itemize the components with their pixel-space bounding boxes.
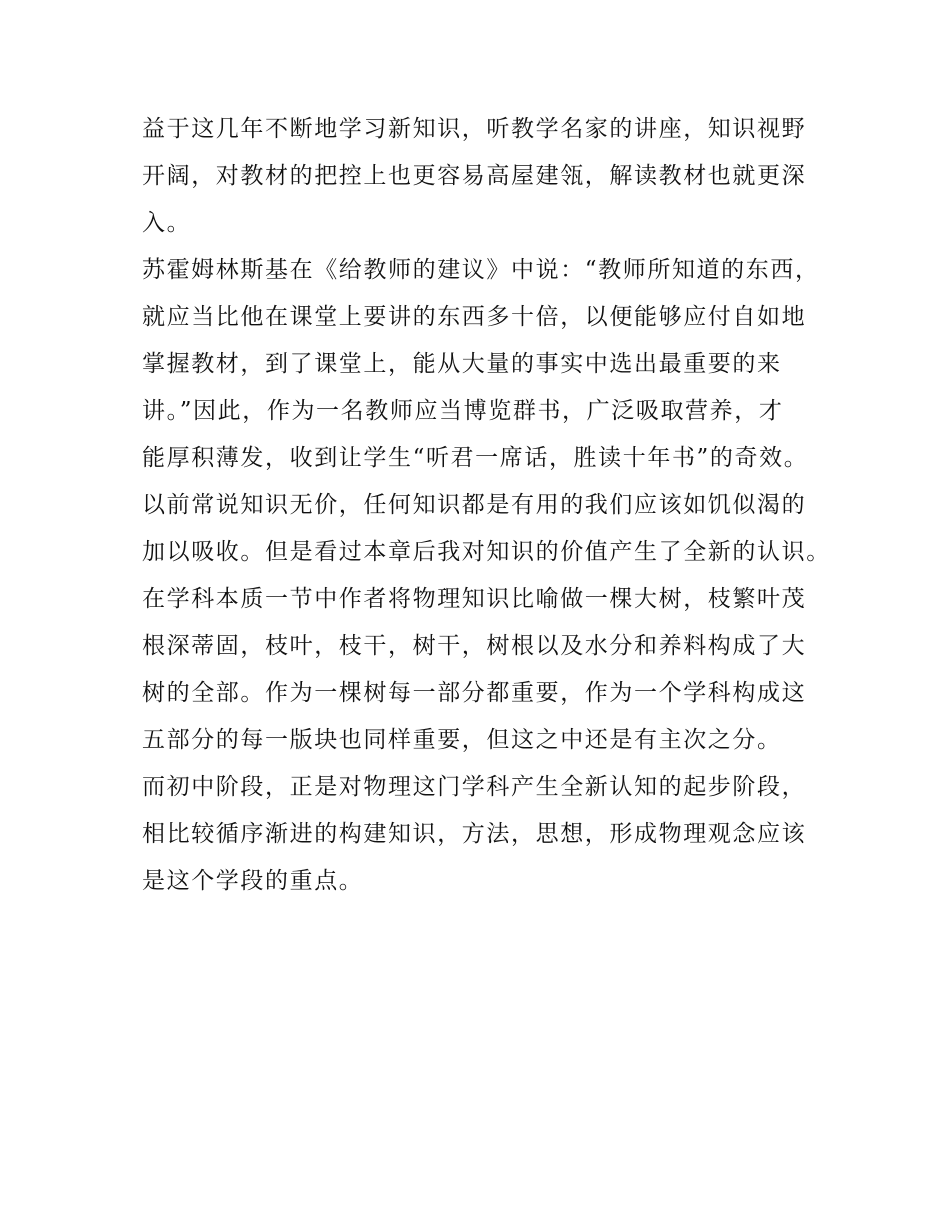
text-line: 就应当比他在课堂上要讲的东西多十倍，以便能够应付自如地 [142,304,807,330]
text-line: 而初中阶段，正是对物理这门学科产生全新认知的起步阶段， [142,774,807,800]
text-line: 入。 [142,210,192,236]
text-line: 开阔，对教材的把控上也更容易高屋建瓴，解读教材也就更深 [142,163,807,189]
text-line: 五部分的每一版块也同样重要，但这之中还是有主次之分。 [142,727,782,753]
text-line: 相比较循序渐进的构建知识，方法，思想，形成物理观念应该 [142,821,807,847]
text-line: 以前常说知识无价，任何知识都是有用的我们应该如饥似渴的 [142,492,807,518]
text-line: 加以吸收。但是看过本章后我对知识的价值产生了全新的认识。 [142,539,831,565]
text-line: 根深蒂固，枝叶，枝干，树干，树根以及水分和养料构成了大 [142,633,807,659]
text-line: 苏霍姆林斯基在《给教师的建议》中说：“教师所知道的东西， [142,257,820,283]
text-line: 讲。”因此，作为一名教师应当博览群书，广泛吸取营养，才 [142,398,784,424]
text-line: 益于这几年不断地学习新知识，听教学名家的讲座，知识视野 [142,116,807,142]
text-line: 是这个学段的重点。 [142,868,364,894]
text-line: 能厚积薄发，收到让学生“听君一席话，胜读十年书”的奇效。 [142,445,809,471]
text-line: 掌握教材，到了课堂上，能从大量的事实中选出最重要的来 [142,351,782,377]
body-text [142,106,842,905]
text-line: 在学科本质一节中作者将物理知识比喻做一棵大树，枝繁叶茂 [142,586,807,612]
text-line: 树的全部。作为一棵树每一部分都重要，作为一个学科构成这 [142,680,807,706]
